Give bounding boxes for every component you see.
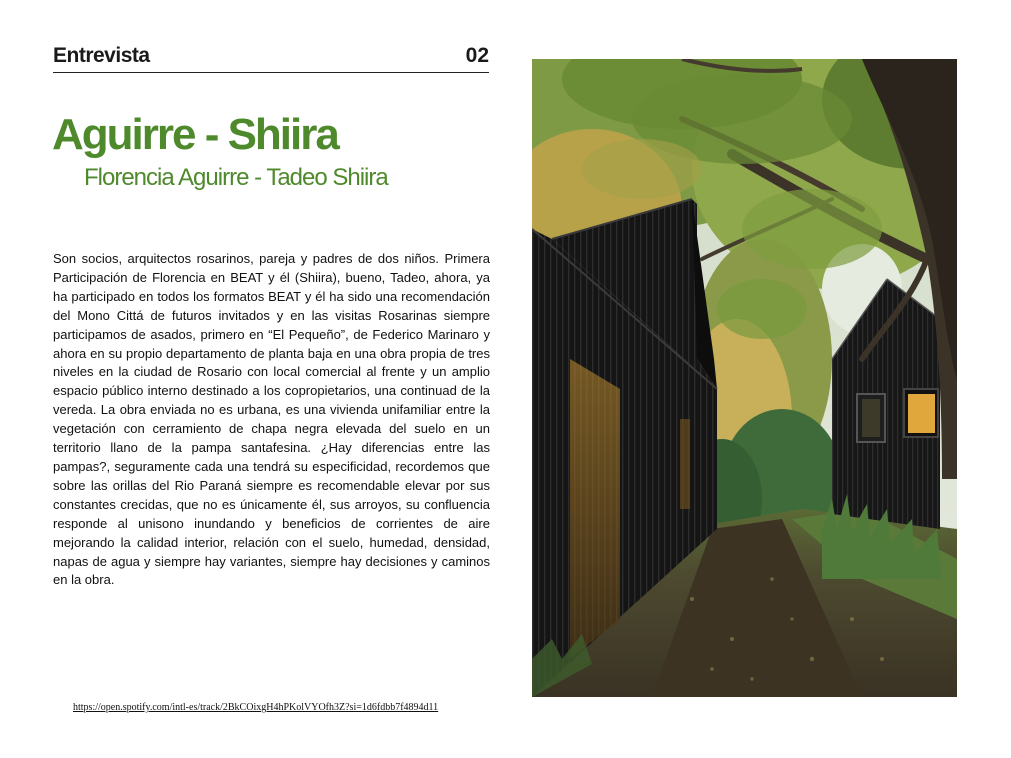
page-header: [53, 44, 489, 73]
section-label: Entrevista: [53, 44, 150, 67]
article-title: Aguirre - Shiira: [52, 110, 338, 159]
house-photo-illustration: [532, 59, 957, 697]
article-body: Son socios, arquitectos rosarinos, pareja y padres de dos niños. Primera Participación de Florencia en BEAT y él (Shiira), bueno, Tadeo, ahora, ya ha participado en todos los formatos BEAT y él ha sido una recomendación del Mono Cittá de futuros invitados y en las visitas Rosarinas siempre participamos de asados, primero en “El Pequeño”, de Federico Marinaro y ahora en su propio departamento de planta baja en una obra propia de tres niveles en la ciudad de Rosario con local comercial al frente y un amplio espacio público interno destinado a los copropietarios, una continuad de la vereda. La obra enviada no es urbana, es una vivienda unifamiliar entre la vegetación con cerramiento de chapa negra elevada del suelo en un territorio llano de la pampa santafesina. ¿Hay diferencias entre las pampas?, seguramente cada una tendrá su especificidad, recordemos que sobre las orillas del Rio Paraná siempre es recomendable elevar por sus constantes crecidas, que no es únicamente él, sus arroyos, su confluencia responde al unisono inundando y beneficios de corrientes de aire mejorando la calidad interior, relación con el suelo, humedad, densidad, napas de agua y siempre hay variantes, siempre hay decisiones y caminos en la obra.: [53, 251, 490, 588]
article-subtitle: Florencia Aguirre - Tadeo Shiira: [84, 164, 388, 191]
page-number: 02: [465, 44, 489, 67]
spotify-link[interactable]: https://open.spotify.com/intl-es/track/2BkCOixgH4hPKolVYOfh3Z?si=1d6fdbb7f4894d11: [73, 702, 439, 713]
house-photo: [532, 59, 957, 697]
